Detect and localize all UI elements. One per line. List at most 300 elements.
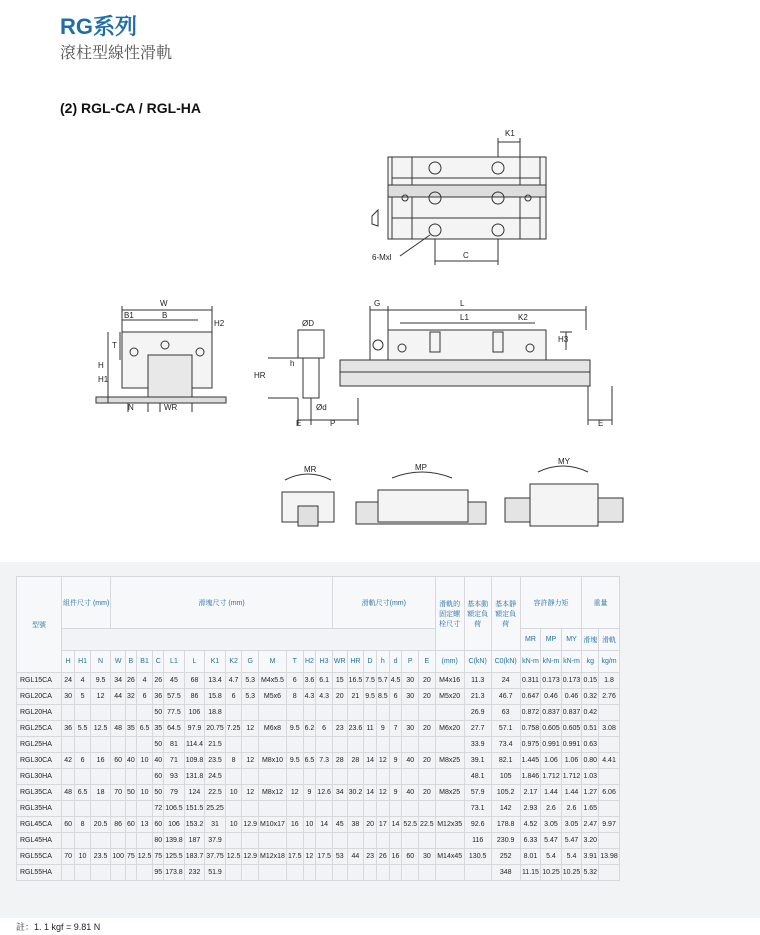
table-cell: 0.975 [520, 737, 541, 753]
table-cell: 6 [225, 689, 242, 705]
table-cell: M6x20 [435, 721, 464, 737]
col-header: W [111, 651, 126, 673]
label-e-rail: E [296, 419, 302, 428]
label-h: H [98, 361, 104, 370]
table-cell [111, 769, 126, 785]
table-cell: 9.5 [286, 721, 303, 737]
label-h-small: h [290, 359, 295, 368]
table-cell: 11.15 [520, 865, 541, 881]
table-cell: 95 [153, 865, 164, 881]
table-cell: 26.9 [464, 705, 491, 721]
table-cell [286, 833, 303, 849]
table-cell [242, 865, 259, 881]
table-cell [303, 801, 316, 817]
table-cell: M4x16 [435, 673, 464, 689]
table-cell [419, 705, 436, 721]
table-cell: 0.63 [582, 737, 599, 753]
table-cell: 1.27 [582, 785, 599, 801]
page-title: RG系列 [60, 14, 138, 39]
table-cell: 6 [286, 673, 303, 689]
table-cell: 1.65 [582, 801, 599, 817]
table-cell [389, 769, 402, 785]
table-cell: 30 [62, 689, 75, 705]
table-cell [332, 833, 347, 849]
table-cell: 0.837 [541, 705, 562, 721]
table-cell [286, 737, 303, 753]
table-cell: 106.5 [164, 801, 185, 817]
page-subtitle: 滾柱型線性滑軌 [60, 45, 173, 62]
table-cell [419, 865, 436, 881]
table-cell [364, 769, 377, 785]
label-wr: WR [164, 403, 178, 412]
table-cell: 97.9 [184, 721, 205, 737]
table-cell: M5x20 [435, 689, 464, 705]
table-cell: 0.991 [561, 737, 582, 753]
table-cell: 45 [164, 673, 185, 689]
table-cell: 24 [62, 673, 75, 689]
table-cell: 82.1 [491, 753, 520, 769]
table-cell: 232 [184, 865, 205, 881]
col-mp: MP [541, 629, 562, 651]
table-cell: 125.5 [164, 849, 185, 865]
table-cell: 252 [491, 849, 520, 865]
table-cell [376, 737, 389, 753]
table-cell: 36 [153, 689, 164, 705]
table-cell [136, 833, 153, 849]
table-cell: 0.991 [541, 737, 562, 753]
table-cell: 12 [242, 753, 259, 769]
col-header: M [259, 651, 287, 673]
col-header: C [153, 651, 164, 673]
table-cell: 77.5 [164, 705, 185, 721]
table-cell [332, 705, 347, 721]
table-cell: 0.872 [520, 705, 541, 721]
table-cell: 8 [286, 689, 303, 705]
label-d: ØD [302, 319, 314, 328]
table-cell: 20 [332, 689, 347, 705]
table-cell: 42 [62, 753, 75, 769]
table-cell [389, 865, 402, 881]
table-cell: 86 [184, 689, 205, 705]
table-cell [376, 833, 389, 849]
table-row [17, 801, 620, 817]
table-cell [125, 833, 136, 849]
table-cell: 5.32 [582, 865, 599, 881]
table-cell [225, 705, 242, 721]
table-cell: 4.3 [316, 689, 333, 705]
col-header: B [125, 651, 136, 673]
moment-mp-drawing [356, 472, 486, 524]
table-cell: 44 [111, 689, 126, 705]
table-cell [125, 737, 136, 753]
col-header: B1 [136, 651, 153, 673]
table-cell: 70 [62, 849, 75, 865]
label-h1: H1 [98, 375, 109, 384]
table-cell: 0.173 [541, 673, 562, 689]
table-cell: 21.5 [205, 737, 226, 753]
table-cell [316, 737, 333, 753]
table-cell [347, 801, 364, 817]
table-cell: 23 [332, 721, 347, 737]
table-cell: 51.9 [205, 865, 226, 881]
table-cell: 0.605 [541, 721, 562, 737]
table-cell: 15 [332, 673, 347, 689]
label-hr: HR [254, 371, 266, 380]
table-cell: 13 [136, 817, 153, 833]
table-cell: 34 [332, 785, 347, 801]
table-cell [242, 769, 259, 785]
table-cell [259, 833, 287, 849]
table-cell: 8 [75, 817, 91, 833]
table-cell [347, 705, 364, 721]
label-w: W [160, 299, 168, 308]
table-cell [225, 833, 242, 849]
table-cell: 0.42 [582, 705, 599, 721]
table-cell: 26 [125, 673, 136, 689]
table-cell: 106 [184, 705, 205, 721]
table-cell [136, 801, 153, 817]
table-row [17, 833, 620, 849]
table-cell: 139.8 [164, 833, 185, 849]
table-cell: 30 [402, 689, 419, 705]
table-cell: 6 [389, 689, 402, 705]
table-cell: 7 [389, 721, 402, 737]
table-cell [62, 833, 75, 849]
table-cell: 30 [402, 721, 419, 737]
table-cell [599, 833, 620, 849]
table-cell: 5.3 [242, 689, 259, 705]
table-cell: M8x25 [435, 753, 464, 769]
table-cell: 6.5 [303, 753, 316, 769]
col-header: L1 [164, 651, 185, 673]
table-cell [435, 865, 464, 881]
table-row [17, 817, 620, 833]
model-cell: RGL35HA [17, 801, 62, 817]
table-cell: 57.5 [164, 689, 185, 705]
table-cell: 9.97 [599, 817, 620, 833]
table-cell: 17.5 [316, 849, 333, 865]
table-cell [402, 705, 419, 721]
table-cell: 4.3 [303, 689, 316, 705]
table-cell: 60 [125, 817, 136, 833]
table-cell: 20 [419, 785, 436, 801]
table-cell: 12 [242, 785, 259, 801]
table-row [17, 865, 620, 881]
table-cell: 16 [90, 753, 110, 769]
label-b1: B1 [124, 311, 134, 320]
table-cell: 23.6 [347, 721, 364, 737]
col-header: D [364, 651, 377, 673]
table-cell [347, 833, 364, 849]
table-cell: 48 [62, 785, 75, 801]
technical-drawings [0, 120, 760, 540]
table-cell [599, 865, 620, 881]
table-cell: 6.06 [599, 785, 620, 801]
label-c: C [463, 251, 469, 260]
col-header: P [402, 651, 419, 673]
table-cell: 48 [111, 721, 126, 737]
table-cell: 60 [111, 753, 126, 769]
table-cell: 0.51 [582, 721, 599, 737]
col-header: H1 [75, 651, 91, 673]
table-cell: 9 [389, 753, 402, 769]
table-cell: 45 [332, 817, 347, 833]
table-cell [316, 865, 333, 881]
table-row [17, 785, 620, 801]
table-cell: 0.80 [582, 753, 599, 769]
col-group-rail: 滑軌尺寸(mm) [332, 577, 435, 629]
model-cell: RGL35CA [17, 785, 62, 801]
col-header: H [62, 651, 75, 673]
table-cell: 20 [419, 753, 436, 769]
table-cell [316, 705, 333, 721]
table-cell: 33.9 [464, 737, 491, 753]
table-cell: 10 [225, 785, 242, 801]
table-cell [303, 769, 316, 785]
table-cell [364, 865, 377, 881]
table-cell: 5.47 [541, 833, 562, 849]
table-cell: 12 [242, 721, 259, 737]
table-cell: 40 [402, 785, 419, 801]
table-cell: 2.17 [520, 785, 541, 801]
table-cell: 105 [491, 769, 520, 785]
table-cell: 2.76 [599, 689, 620, 705]
table-cell: 109.8 [184, 753, 205, 769]
table-cell: 64.5 [164, 721, 185, 737]
table-cell [286, 705, 303, 721]
table-cell: 1.846 [520, 769, 541, 785]
table-cell: 9 [303, 785, 316, 801]
table-cell [402, 833, 419, 849]
table-cell: 10 [75, 849, 91, 865]
table-cell: 0.46 [541, 689, 562, 705]
table-cell: 28 [347, 753, 364, 769]
table-cell [136, 705, 153, 721]
col-header: kN-m [561, 651, 582, 673]
table-cell: 16.5 [347, 673, 364, 689]
table-cell: 12 [286, 785, 303, 801]
table-cell: 14 [389, 817, 402, 833]
table-cell: 6.5 [136, 721, 153, 737]
table-cell: 8.01 [520, 849, 541, 865]
table-cell: 50 [153, 705, 164, 721]
table-cell: 38 [347, 817, 364, 833]
table-cell [435, 737, 464, 753]
table-cell: 1.06 [561, 753, 582, 769]
table-cell [111, 737, 126, 753]
col-header: K1 [205, 651, 226, 673]
label-g: G [374, 299, 381, 308]
table-cell: M14x45 [435, 849, 464, 865]
table-cell: 131.8 [184, 769, 205, 785]
table-cell: 116 [464, 833, 491, 849]
col-group-assembly: 組件尺寸 (mm) [62, 577, 111, 629]
col-model: 型號 [17, 577, 62, 673]
col-header: kN-m [520, 651, 541, 673]
table-cell: 26 [153, 673, 164, 689]
table-cell: 22.5 [419, 817, 436, 833]
table-cell [125, 705, 136, 721]
table-cell [62, 737, 75, 753]
table-cell: 79 [164, 785, 185, 801]
table-cell: 24 [491, 673, 520, 689]
col-header: T [286, 651, 303, 673]
col-rail-weight: 滑軌 [599, 629, 620, 651]
table-cell: 40 [153, 753, 164, 769]
table-cell: 3.05 [561, 817, 582, 833]
table-cell: 22.5 [205, 785, 226, 801]
table-cell: 46.7 [491, 689, 520, 705]
table-cell: 3.08 [599, 721, 620, 737]
table-cell [435, 833, 464, 849]
table-cell [347, 769, 364, 785]
table-cell [389, 801, 402, 817]
table-cell: 23 [364, 849, 377, 865]
table-cell: 12.9 [242, 817, 259, 833]
label-l1: L1 [460, 313, 469, 322]
table-cell [419, 769, 436, 785]
table-cell: 30.2 [347, 785, 364, 801]
col-group-static: 基本靜額定負荷 [491, 577, 520, 651]
table-cell [376, 801, 389, 817]
table-cell [303, 865, 316, 881]
table-cell: 105.2 [491, 785, 520, 801]
table-cell: 16 [389, 849, 402, 865]
table-cell: 30 [419, 849, 436, 865]
table-cell: 73.1 [464, 801, 491, 817]
table-cell [62, 705, 75, 721]
table-cell: 18 [90, 785, 110, 801]
table-cell: 114.4 [184, 737, 205, 753]
table-cell [599, 705, 620, 721]
spec-table [16, 576, 620, 881]
table-cell [303, 833, 316, 849]
col-my: MY [561, 629, 582, 651]
table-cell: 20.5 [90, 817, 110, 833]
table-cell: 5.5 [75, 721, 91, 737]
table-cell: 10 [225, 817, 242, 833]
table-cell [90, 705, 110, 721]
table-cell: 12 [90, 689, 110, 705]
table-cell: 5.3 [242, 673, 259, 689]
table-cell [286, 865, 303, 881]
col-header: HR [347, 651, 364, 673]
table-cell [136, 737, 153, 753]
table-cell [364, 833, 377, 849]
table-cell [419, 737, 436, 753]
table-cell [242, 737, 259, 753]
table-cell: 9.5 [364, 689, 377, 705]
table-cell [599, 801, 620, 817]
table-cell: 9.5 [90, 673, 110, 689]
table-cell: 10.25 [561, 865, 582, 881]
table-cell: 178.8 [491, 817, 520, 833]
table-cell [75, 801, 91, 817]
table-cell: 8.5 [376, 689, 389, 705]
label-t: T [112, 341, 117, 350]
table-cell [435, 769, 464, 785]
moment-my-drawing [505, 466, 623, 526]
table-cell [286, 801, 303, 817]
table-cell: 23.5 [90, 849, 110, 865]
table-cell: 0.46 [561, 689, 582, 705]
model-cell: RGL25HA [17, 737, 62, 753]
table-cell: 2.6 [561, 801, 582, 817]
table-cell [242, 801, 259, 817]
table-cell: M6x8 [259, 721, 287, 737]
table-cell [75, 705, 91, 721]
table-cell [259, 865, 287, 881]
table-cell [62, 801, 75, 817]
table-cell [389, 705, 402, 721]
table-row [17, 753, 620, 769]
table-cell: 26 [376, 849, 389, 865]
table-cell: 142 [491, 801, 520, 817]
table-cell: 31 [205, 817, 226, 833]
table-cell [75, 737, 91, 753]
table-row [17, 705, 620, 721]
table-cell: 20 [419, 673, 436, 689]
col-header: C(kN) [464, 651, 491, 673]
table-cell: 12 [376, 753, 389, 769]
table-cell: 230.9 [491, 833, 520, 849]
label-k2: K2 [518, 313, 528, 322]
table-cell: 0.311 [520, 673, 541, 689]
table-cell: 2.47 [582, 817, 599, 833]
label-e-side: E [598, 419, 604, 428]
table-cell: 0.837 [561, 705, 582, 721]
table-cell: 9 [389, 785, 402, 801]
table-cell: 50 [153, 785, 164, 801]
table-cell: 48.1 [464, 769, 491, 785]
col-header: H2 [303, 651, 316, 673]
model-cell: RGL30HA [17, 769, 62, 785]
table-cell: 173.8 [164, 865, 185, 881]
table-cell: 40 [125, 753, 136, 769]
table-cell: 7.5 [364, 673, 377, 689]
table-cell [259, 705, 287, 721]
table-cell: 9 [376, 721, 389, 737]
table-cell: 68 [184, 673, 205, 689]
table-cell: 1.445 [520, 753, 541, 769]
table-cell [376, 705, 389, 721]
table-cell: 57.9 [464, 785, 491, 801]
table-cell: M8x10 [259, 753, 287, 769]
table-cell: 3.20 [582, 833, 599, 849]
table-cell: 183.7 [184, 849, 205, 865]
col-group-dynamic: 基本動額定負荷 [464, 577, 491, 651]
table-cell: 17 [376, 817, 389, 833]
table-cell: M8x12 [259, 785, 287, 801]
table-cell: 52.5 [402, 817, 419, 833]
table-cell: 60 [153, 817, 164, 833]
table-cell: 6.33 [520, 833, 541, 849]
table-cell: 14 [364, 785, 377, 801]
table-cell: 37.9 [205, 833, 226, 849]
label-l: L [460, 299, 465, 308]
label-n: N [128, 403, 134, 412]
table-cell: 36 [62, 721, 75, 737]
table-cell: 73.4 [491, 737, 520, 753]
table-cell: 12.5 [136, 849, 153, 865]
spec-table-panel [0, 562, 760, 918]
model-cell: RGL55CA [17, 849, 62, 865]
table-cell: 50 [125, 785, 136, 801]
col-header: G [242, 651, 259, 673]
table-cell: 15.8 [205, 689, 226, 705]
table-cell: 17.5 [286, 849, 303, 865]
col-header: WR [332, 651, 347, 673]
